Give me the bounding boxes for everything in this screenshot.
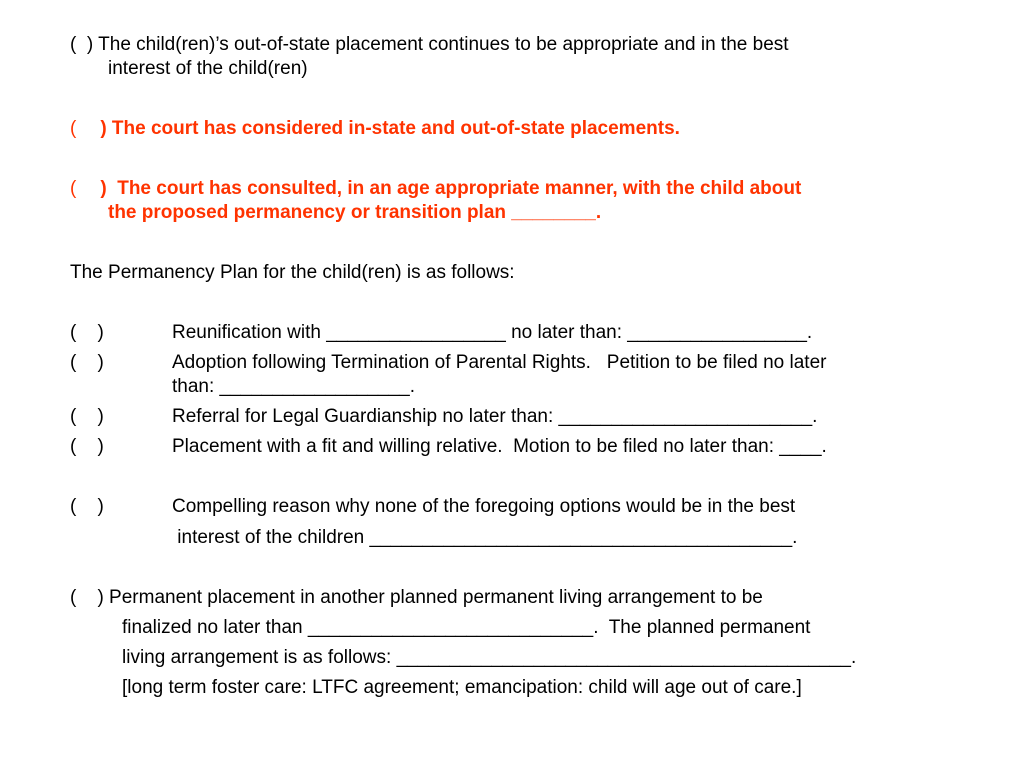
placements-considered-item bbox=[70, 117, 680, 141]
reunification-checkbox: ( ) bbox=[70, 322, 104, 343]
placements-considered-paren: ( bbox=[70, 118, 77, 139]
child-consulted-line-1: ) The court has consulted, in an age appropriate manner, with the child about bbox=[100, 178, 802, 199]
reunification-text: Reunification with _________________ no later than: _________________. bbox=[172, 322, 813, 343]
compelling-reason-line-1: Compelling reason why none of the foregoing options would be in the best bbox=[172, 496, 796, 517]
appla-line-2: finalized no later than ___________________________. The planned permanent bbox=[122, 617, 811, 638]
adoption-text-line-1: Adoption following Termination of Parental Rights. Petition to be filed no later bbox=[172, 352, 827, 373]
permanency-plan-heading: The Permanency Plan for the child(ren) is as follows: bbox=[70, 262, 515, 283]
compelling-reason-checkbox: ( ) bbox=[70, 496, 104, 517]
guardianship-text: Referral for Legal Guardianship no later than: ________________________. bbox=[172, 406, 818, 427]
relative-placement-checkbox: ( ) bbox=[70, 436, 104, 457]
adoption-text-line-2: than: __________________. bbox=[172, 376, 416, 397]
out-of-state-placement-line-1: ( ) The child(ren)’s out-of-state placement continues to be appropriate and in the best bbox=[70, 34, 789, 55]
appla-line-1: ( ) Permanent placement in another planned permanent living arrangement to be bbox=[70, 587, 763, 608]
adoption-checkbox: ( ) bbox=[70, 352, 104, 373]
child-consulted-paren: ( bbox=[70, 178, 77, 199]
placements-considered-text: ) The court has considered in-state and out-of-state placements. bbox=[100, 118, 680, 139]
child-consulted-item bbox=[70, 177, 801, 201]
guardianship-checkbox: ( ) bbox=[70, 406, 104, 427]
compelling-reason-line-2: interest of the children ________________________________________. bbox=[172, 527, 798, 548]
out-of-state-placement-line-2: interest of the child(ren) bbox=[108, 58, 308, 79]
child-consulted-line-2: the proposed permanency or transition plan ________. bbox=[108, 202, 602, 223]
appla-line-4: [long term foster care: LTFC agreement; emancipation: child will age out of care.] bbox=[122, 677, 802, 698]
relative-placement-text: Placement with a fit and willing relative. Motion to be filed no later than: ____. bbox=[172, 436, 827, 457]
appla-line-3: living arrangement is as follows: ___________________________________________. bbox=[122, 647, 857, 668]
